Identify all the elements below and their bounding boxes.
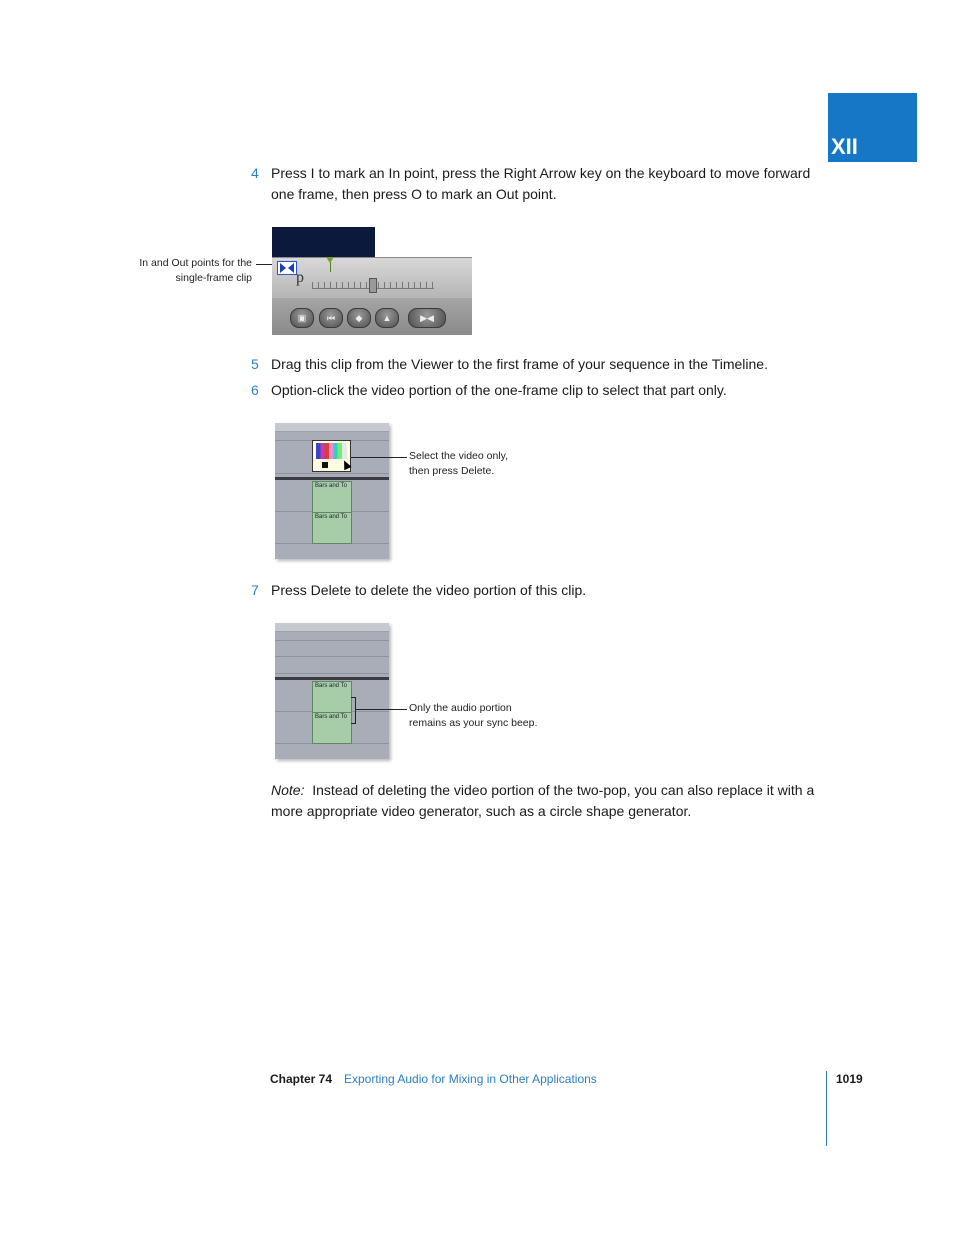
page-number: 1019 <box>836 1072 863 1086</box>
viewer-controls-figure <box>272 227 472 335</box>
color-bars-thumbnail <box>316 443 347 459</box>
scrubber-bar <box>272 257 472 299</box>
callout-bracket <box>351 697 356 724</box>
track-divider <box>275 656 389 657</box>
pointer-cursor-icon <box>340 459 351 471</box>
clip-label: Bars and To <box>315 714 347 720</box>
note-paragraph <box>271 780 831 822</box>
callout-line: then press Delete. <box>409 465 495 477</box>
callout-leader <box>356 709 407 710</box>
in-out-points-icon <box>277 261 297 275</box>
video-audio-separator <box>275 477 389 480</box>
add-keyframe-icon: ▲ <box>375 308 399 328</box>
timeline-figure-audio-only <box>275 623 389 759</box>
callout-line: In and Out points for the <box>139 257 252 269</box>
audio-clip-1 <box>312 681 352 713</box>
track-divider <box>275 473 389 474</box>
callout-line: single-frame clip <box>175 272 252 284</box>
step-number: 5 <box>251 356 259 372</box>
footer-chapter-label: Chapter 74 <box>270 1072 333 1086</box>
note-text: Instead of deleting the video portion of the two-pop, you can also replace it with a more appropriate video generator, such as a circle shape generator. <box>271 782 815 819</box>
mark-in-out-icon: ▶◀ <box>408 308 446 328</box>
callout-leader <box>351 457 407 458</box>
step-text: Press Delete to delete the video portion of this clip. <box>271 582 587 598</box>
audio-clip-1 <box>312 481 352 513</box>
transport-controls <box>272 298 472 335</box>
clip-label: Bars and To <box>315 483 347 489</box>
callout-line: remains as your sync beep. <box>409 717 538 729</box>
step-text: Press I to mark an In point, press the Right Arrow key on the keyboard to move forward one frame, then press O to mark an Out point. <box>271 165 811 202</box>
video-audio-separator <box>275 677 389 680</box>
add-marker-icon: ◆ <box>347 308 371 328</box>
black-chip <box>322 462 328 468</box>
viewer-mark: p <box>296 269 304 286</box>
note-label: Note: <box>271 782 305 798</box>
callout-in-out <box>120 256 252 286</box>
callout-line: Select the video only, <box>409 450 509 462</box>
step-number: 6 <box>251 382 259 398</box>
track-divider <box>275 640 389 641</box>
section-tab-label: XII <box>831 134 858 159</box>
mark-clip-icon: ▣ <box>290 308 314 328</box>
footer-divider <box>826 1071 827 1146</box>
step-text: Option-click the video portion of the one-frame clip to select that part only. <box>271 382 727 398</box>
track-divider <box>275 673 389 674</box>
playhead-icon <box>330 258 331 272</box>
timeline-figure-select <box>275 423 389 559</box>
audio-clip-2 <box>312 512 352 544</box>
step-number: 7 <box>251 582 259 598</box>
callout-line: Only the audio portion <box>409 702 512 714</box>
clip-label: Bars and To <box>315 514 347 520</box>
shuttle-thumb <box>369 278 377 293</box>
previous-edit-icon: ⏮ <box>319 308 343 328</box>
section-tab <box>828 93 917 162</box>
audio-clip-2 <box>312 712 352 744</box>
footer-chapter-title[interactable]: Exporting Audio for Mixing in Other Applications <box>344 1072 597 1086</box>
step-number: 4 <box>251 165 259 181</box>
timeline-ruler <box>275 423 389 432</box>
timeline-ruler <box>275 623 389 632</box>
viewer-image <box>272 227 375 257</box>
clip-label: Bars and To <box>315 683 347 689</box>
video-clip-selected <box>312 440 351 472</box>
callout-audio-remains <box>409 701 579 731</box>
step-text: Drag this clip from the Viewer to the first frame of your sequence in the Timeline. <box>271 356 768 372</box>
callout-select-video <box>409 449 569 479</box>
